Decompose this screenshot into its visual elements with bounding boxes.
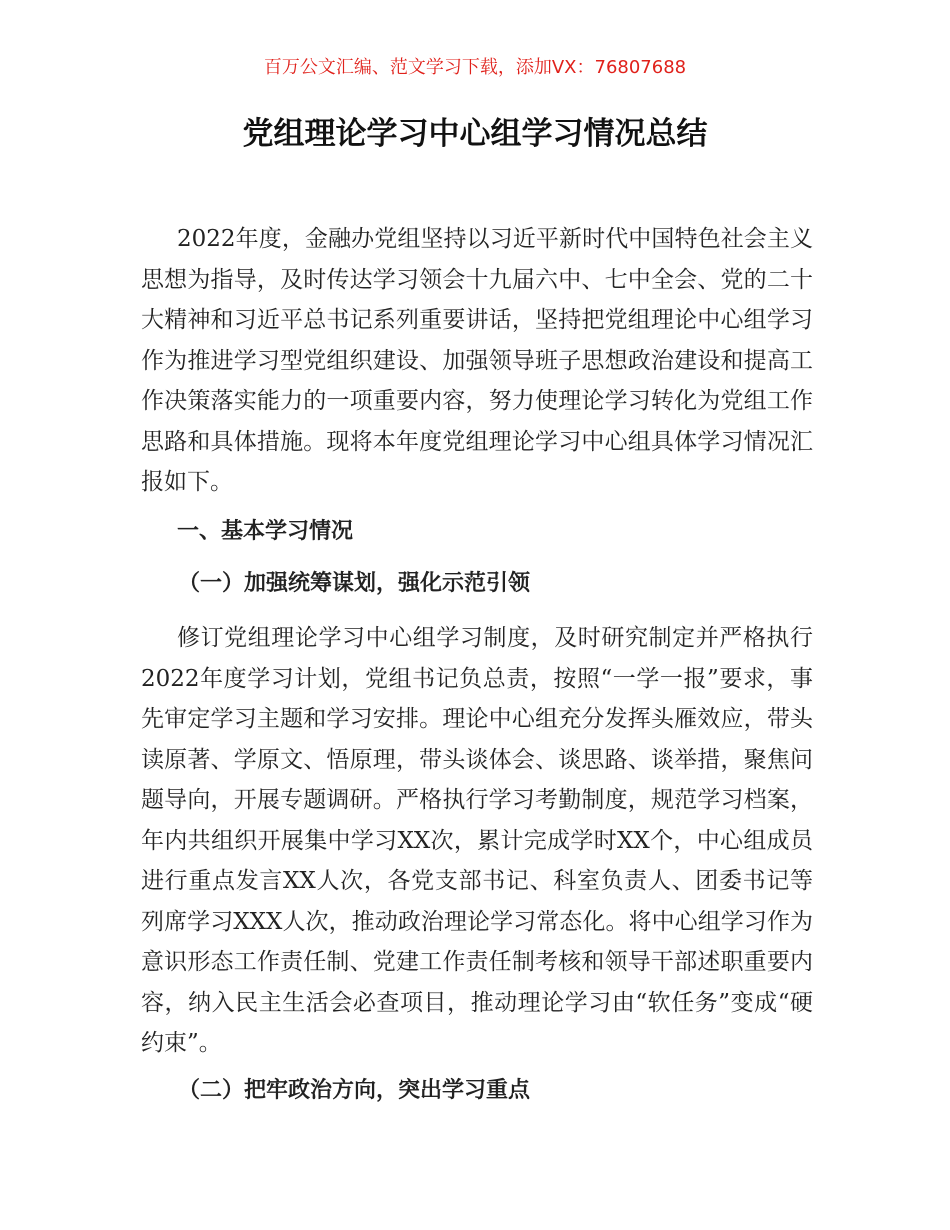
section-heading-basic-study: 一、基本学习情况 — [177, 519, 354, 544]
subsection-heading-political-direction: （二）把牢政治方向，突出学习重点 — [178, 1078, 531, 1103]
subsection-heading-planning: （一）加强统筹谋划，强化示范引领 — [178, 571, 531, 596]
intro-paragraph: 2022年度，金融办党组坚持以习近平新时代中国特色社会主义思想为指导，及时传达学习领会十九届六中、七中全会、党的二十大精神和习近平总书记系列重要讲话，坚持把党组理论中心组学习作为推进学习型党组织建设、加强领导班子思想政治建设和提高工作决策落实能力的一项重要内容，努力使理论学习转化为党组工作思路和具体措施。现将本年度党组理论学习中心组具体学习情况汇报如下。 — [141, 226, 813, 495]
subsection-planning-paragraph: 修订党组理论学习中心组学习制度，及时研究制定并严格执行2022年度学习计划，党组书记负总责，按照“一学一报”要求，事先审定学习主题和学习安排。理论中心组充分发挥头雁效应，带头读原著、学原文、悟原理，带头谈体会、谈思路、谈举措，聚焦问题导向，开展专题调研。严格执行学习考勤制度，规范学习档案，年内共组织开展集中学习XX次，累计完成学时XX个，中心组成员进行重点发言XX人次，各党支部书记、科室负责人、团委书记等列席学习XXX人次，推动政治理论学习常态化。将中心组学习作为意识形态工作责任制、党建工作责任制考核和领导干部述职重要内容，纳入民主生活会必查项目，推动理论学习由“软任务”变成“硬约束”。 — [141, 625, 813, 1056]
document-title: 党组理论学习中心组学习情况总结 — [242, 116, 708, 152]
watermark-banner: 百万公文汇编、范文学习下载，添加VX：76807688 — [263, 57, 687, 78]
